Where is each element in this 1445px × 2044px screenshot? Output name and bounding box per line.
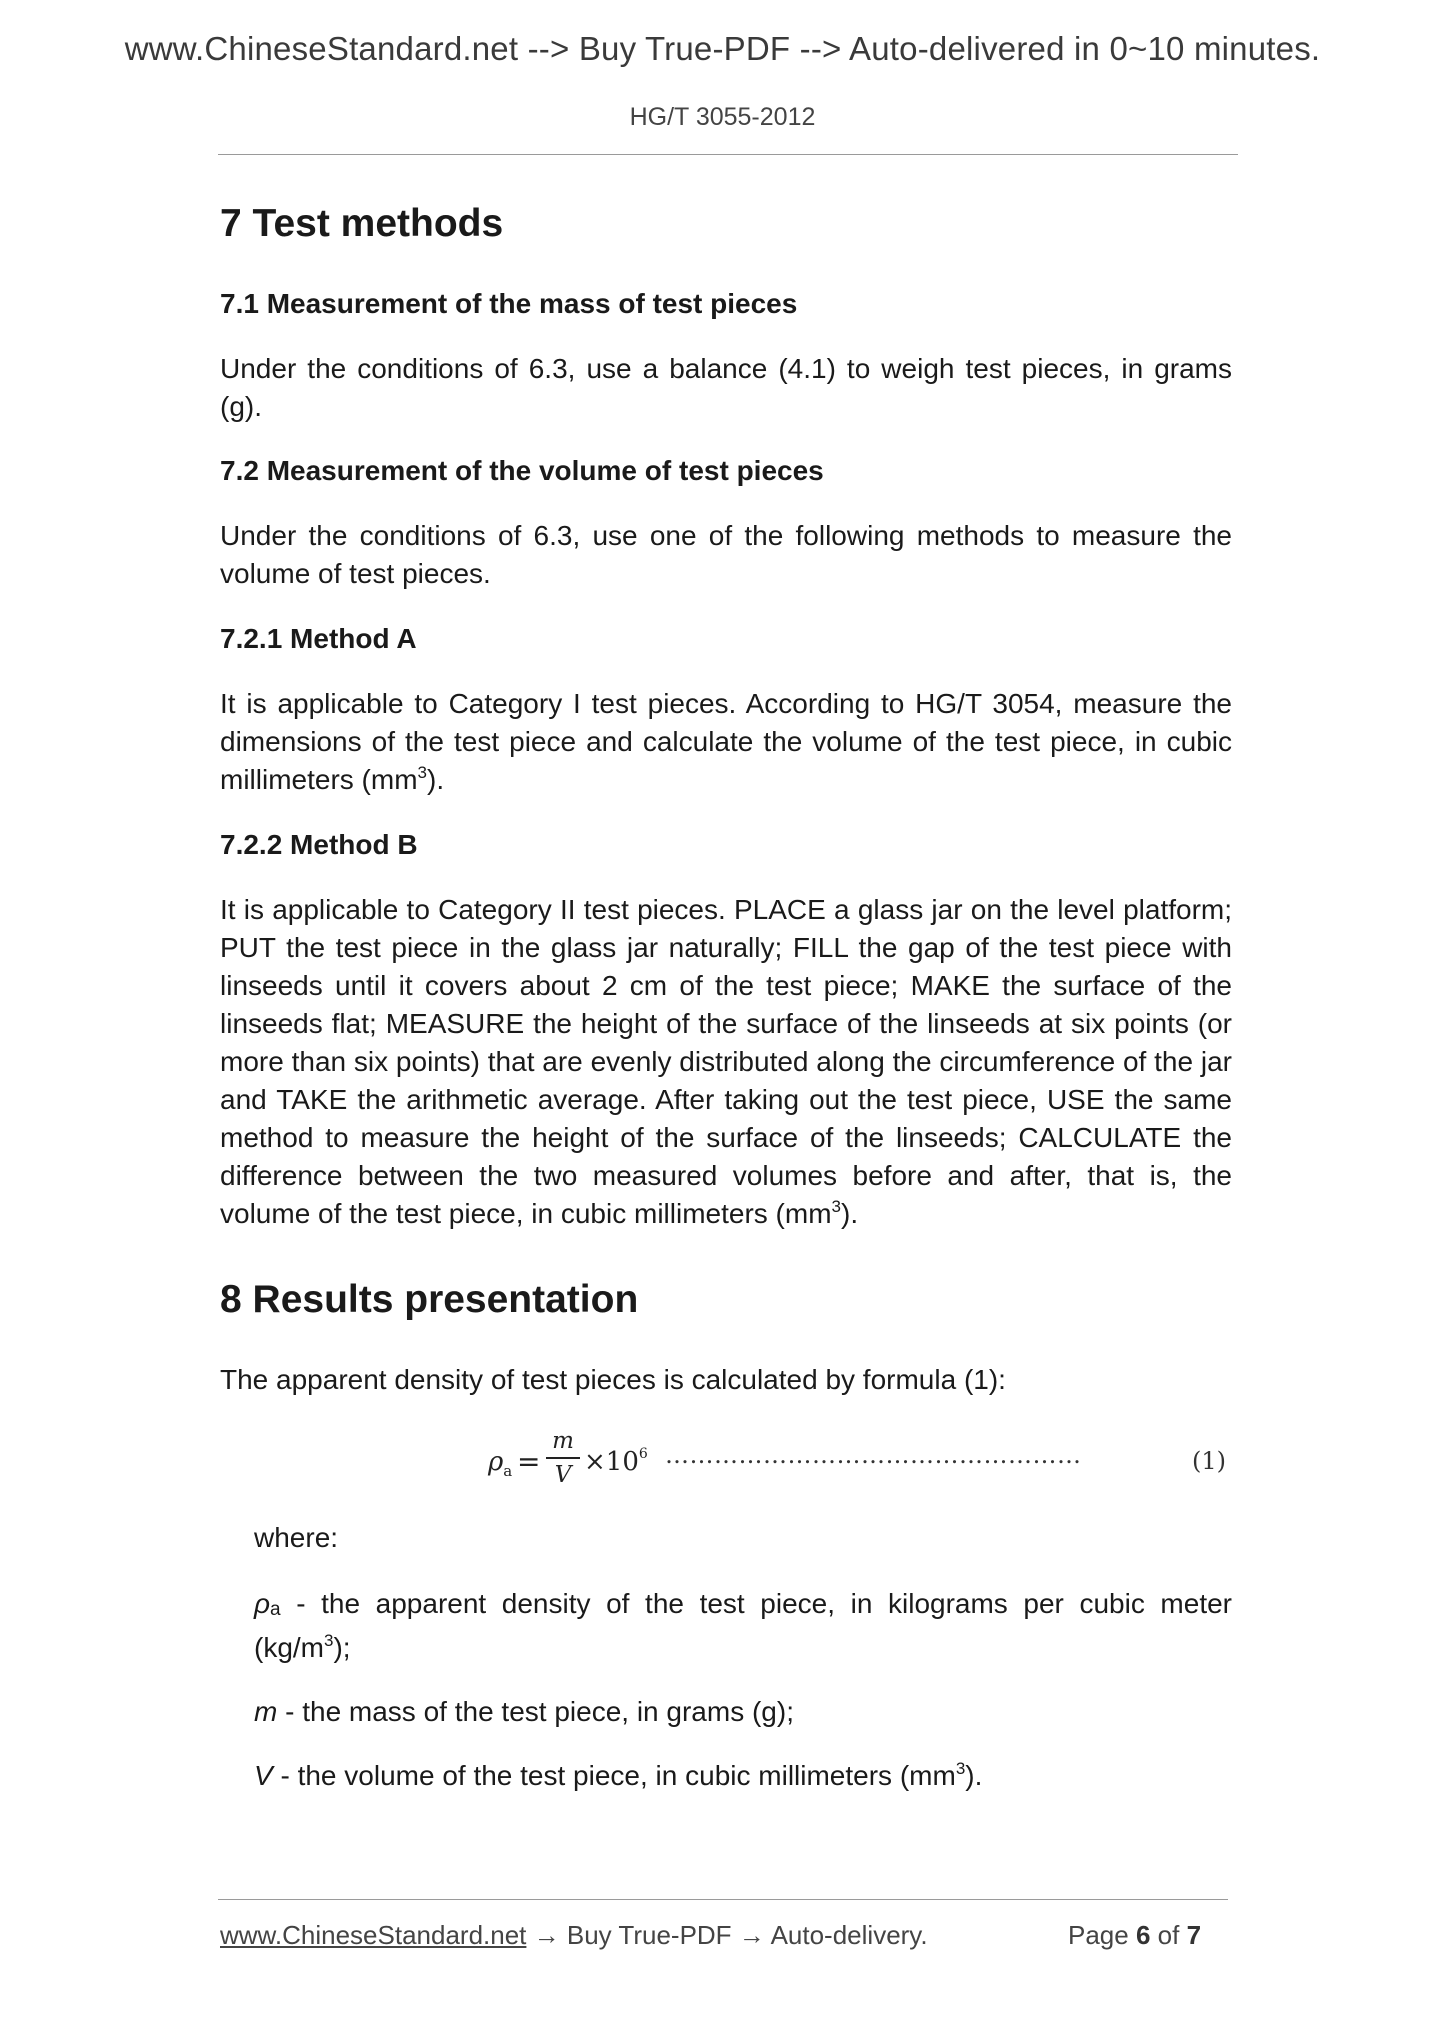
- formula-number: (1): [1192, 1447, 1226, 1475]
- section-7-2-1-title: 7.2.1 Method A: [220, 623, 417, 654]
- superscript: 3: [324, 1631, 334, 1650]
- section-7-2-1-body: It is applicable to Category I test pieces. According to HG/T 3054, measure the dimensions of the test piece and calculate the volume of the test piece, in cubic millimeters (mm: [220, 688, 1232, 795]
- superscript: 3: [955, 1759, 966, 1778]
- definition-rho-text: - the apparent density of the test piece, in kilograms per cubic meter (kg/m: [254, 1588, 1232, 1663]
- rho-symbol: ρ: [254, 1588, 271, 1619]
- top-banner: www.ChineseStandard.net --> Buy True-PDF --> Auto-delivered in 0~10 minutes.: [124, 30, 1321, 67]
- section-7-1-text: Under the conditions of 6.3, use a balance (4.1) to weigh test pieces, in grams (g).: [220, 353, 1232, 422]
- formula-rho-subscript: a: [503, 1462, 513, 1480]
- of-word: of: [1157, 1920, 1180, 1950]
- footer-promo: [220, 1920, 928, 1951]
- standard-code: HG/T 3055-2012: [629, 103, 816, 131]
- page-indicator: [1068, 1920, 1201, 1951]
- superscript: 3: [831, 1197, 841, 1216]
- formula-denominator: V: [554, 1461, 572, 1488]
- formula-1: [220, 1427, 1232, 1507]
- page-word: Page: [1068, 1920, 1129, 1950]
- formula-multiplier: [584, 1447, 648, 1477]
- section-7-1-title: 7.1 Measurement of the mass of test pieces: [220, 288, 798, 319]
- section-8-title: 8 Results presentation: [220, 1278, 639, 1321]
- section-7-2-2-text: [220, 891, 1232, 1233]
- formula-fraction: [546, 1427, 580, 1489]
- rho-subscript: a: [270, 1599, 281, 1620]
- footer-promo-text: → Buy True-PDF → Auto-delivery.: [526, 1920, 928, 1950]
- formula-equals: =: [517, 1445, 541, 1478]
- page-current: 6: [1135, 1920, 1151, 1950]
- footer-site-link[interactable]: www.ChineseStandard.net: [220, 1920, 527, 1950]
- formula-rho: [488, 1447, 512, 1480]
- definition-rho-end: );: [333, 1632, 351, 1663]
- section-7-2-2-body: It is applicable to Category II test pieces. PLACE a glass jar on the level platform; PUT the test piece in the glass jar naturally; FILL the gap of the test piece with linseeds until it covers about 2 cm of the test piece; MAKE the surface of the linseeds flat; MEASURE the height of the surface of the linseeds at six points (or more than six points) that are evenly distributed along the circumference of the jar and TAKE the arithmetic average. After taking out the test piece, USE the same method to measure the height of the surface of the linseeds; CALCULATE the difference between the two measured volumes before and after, that is, the volume of the test piece, in cubic millimeters (mm: [220, 894, 1232, 1229]
- definition-m: [220, 1693, 1232, 1731]
- formula-leader-dots: ……………………………………………: [665, 1441, 1082, 1469]
- section-7-title: 7 Test methods: [220, 202, 504, 245]
- definition-rho: [220, 1585, 1232, 1667]
- fraction-bar: [546, 1457, 580, 1459]
- section-7-2-2-end: ).: [841, 1198, 859, 1229]
- page-total: 7: [1186, 1920, 1202, 1950]
- footer-divider: [218, 1899, 1228, 1900]
- section-7-2-title: 7.2 Measurement of the volume of test pieces: [220, 455, 824, 486]
- document-body: [220, 195, 1232, 1795]
- header-divider: [218, 154, 1238, 155]
- definition-v-text: - the volume of the test piece, in cubic millimeters (mm: [272, 1760, 956, 1791]
- section-7-2-text: Under the conditions of 6.3, use one of the following methods to measure the volume of test pieces.: [220, 520, 1232, 589]
- section-8-intro: The apparent density of test pieces is calculated by formula (1):: [220, 1364, 1006, 1395]
- section-7-2-1-end: ).: [427, 764, 445, 795]
- v-symbol: V: [254, 1760, 273, 1791]
- formula-rho-symbol: ρ: [488, 1447, 504, 1477]
- formula-times: ×10: [584, 1447, 639, 1477]
- definition-v: [220, 1757, 1232, 1795]
- where-label: where:: [254, 1522, 339, 1553]
- m-symbol: m: [254, 1696, 278, 1727]
- section-7-2-1-text: [220, 685, 1232, 799]
- definition-m-text: - the mass of the test piece, in grams (g);: [277, 1696, 794, 1727]
- section-7-2-2-title: 7.2.2 Method B: [220, 829, 418, 860]
- formula-numerator: m: [552, 1428, 574, 1454]
- definition-v-end: ).: [965, 1760, 983, 1791]
- formula-exponent: 6: [638, 1446, 648, 1462]
- superscript: 3: [417, 763, 427, 782]
